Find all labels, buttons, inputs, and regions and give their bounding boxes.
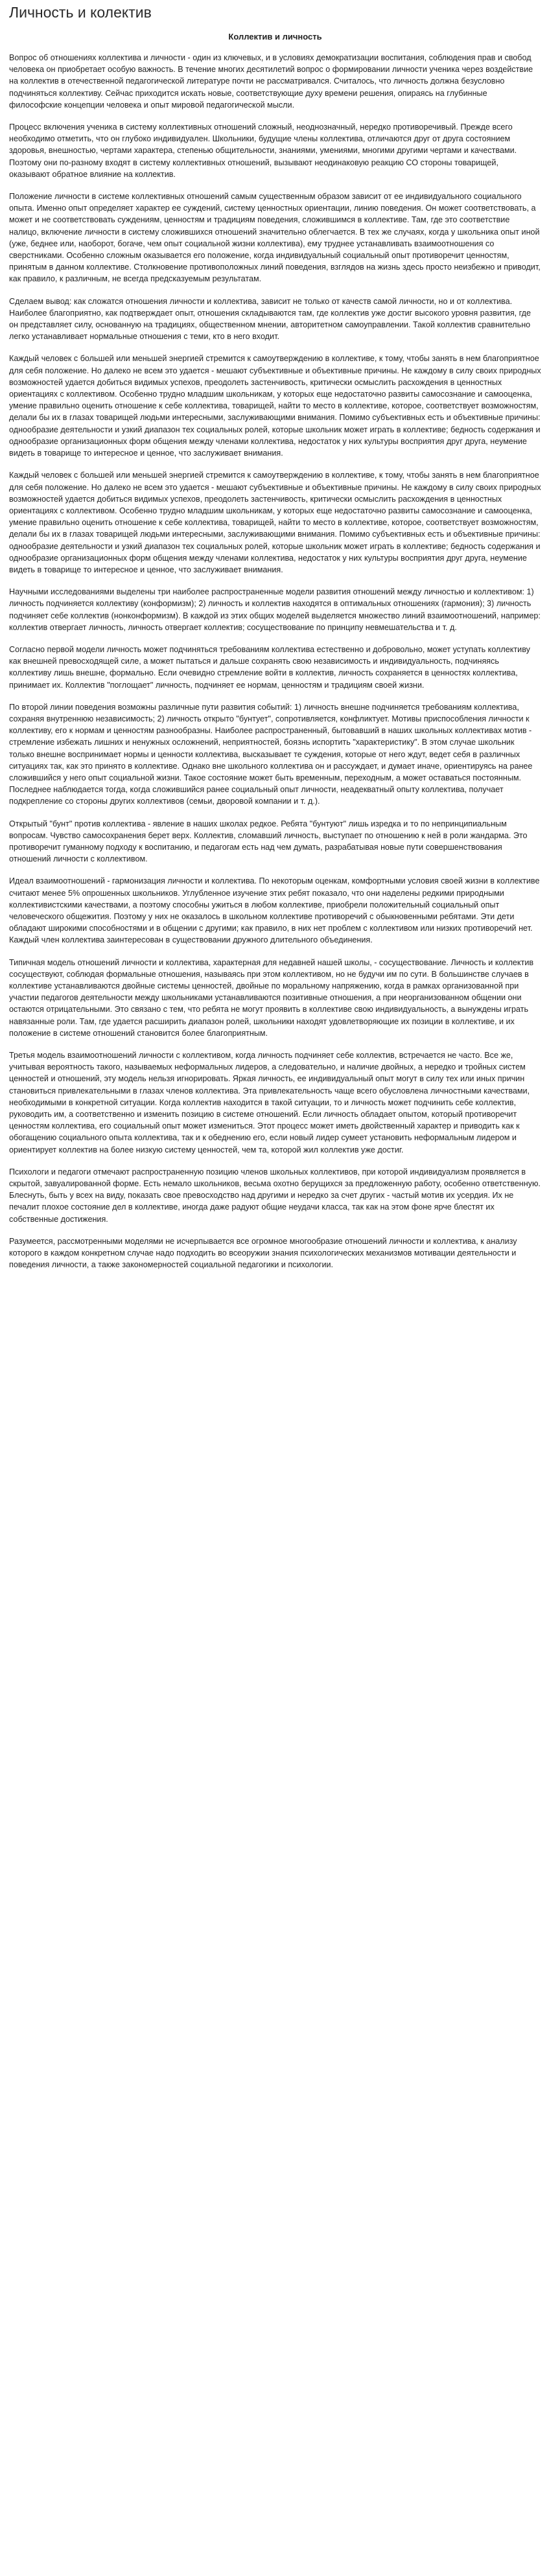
article-subtitle: Коллектив и личность bbox=[228, 32, 322, 41]
paragraph: По второй линии поведения возможны различные пути развития событий: 1) личность внешне подчиняется требованиям коллектива, сохраняя внутреннюю независимость; 2) личность открыто "бунтует", сопротивляется, конфликтует. Мотивы приспособления личности к коллективу, его к нормам и ценностям разнообразны. Наиболее распространенный, бытовавший в наших школьных коллективах мотив - стремление избежать лишних и ненужных осложнений, неприятностей, боязнь испортить "характеристику". В этом случае школьник только внешне воспринимает нормы и ценности коллектива, высказывает те суждения, которые от него ждут, ведет себя в различных ситуациях так, как это принято в коллективе. Однако вне школьного коллектива он и рассуждает, и думает иначе, ориентируясь на ранее сложившийся у него опыт социальной жизни. Такое состояние может быть временным, переходным, а может оставаться постоянным. Последнее наблюдается тогда, когда сложившийся ранее социальный опыт личности, неадекватный опыту коллектива, получает подкрепление со стороны других коллективов (семьи, дворовой компании и т. д.). bbox=[9, 702, 533, 806]
paragraph: Типичная модель отношений личности и коллектива, характерная для недавней нашей школы, - сосуществование. Личность и коллектив сосуществуют, соблюдая формальные отношения, называясь при этом коллективом, но не будучи им по сути. В большинстве случаев в коллективе устанавливаются двойные системы ценностей, двойные по моральному напряжению, когда в рамках организованной при участии педагогов деятельности между школьниками устанавливаются позитивные отношения, а при неорганизованном общении они остаются отрицательными. Это связано с тем, что ребята не могут проявить в коллективе свою индивидуальность, а вынуждены играть навязанные роли. Там, где удается расширить диапазон ролей, школьники находят удовлетворяющие их позиции в коллективе, и их положение в системе отношений становится более благоприятным. bbox=[9, 957, 534, 1038]
page-title: Личность и колектив bbox=[9, 4, 152, 21]
article-body bbox=[9, 52, 541, 1270]
paragraph: Положение личности в системе коллективных отношений самым существенным образом зависит от ее индивидуального социального опыта. Именно опыт определяет характер ее суждений, систему ценностных ориентации, линию поведения. Он может соответствовать, а может и не соответствовать суждениям, ценностям и традициям поведения, сложившимся в коллективе. Там, где это соответствие налицо, включение личности в систему сложившихся отношений значительно облегчается. В тех же случаях, когда у школьника опыт иной (уже, беднее или, наоборот, богаче, чем опыт социальной жизни коллектива), ему труднее устанавливать взаимоотношения со сверстниками. Особенно сложным оказывается его положение, когда индивидуальный социальный опыт противоречит ценностям, принятым в данном коллективе. Столкновение противоположных линий поведения, взглядов на жизнь здесь просто неизбежно и приводит, как правило, к различным, не всегда предсказуемым результатам. bbox=[9, 192, 541, 284]
paragraph: Каждый человек с большей или меньшей энергией стремится к самоутверждению в коллективе, к тому, чтобы занять в нем благоприятное для себя положение. Но далеко не всем это удается - мешают субъективные и объективные причины. Не каждому в силу своих природных возможностей удается добиться видимых успехов, преодолеть застенчивость, критически осмыслить расхождения в ценностных ориентациях с коллективом. Особенно трудно младшим школьникам, у которых еще недостаточно развиты самосознание и самооценка, умение правильно оценить отношение к себе коллектива, товарищей, найти то место в коллективе, которое, соответствует возможностям, делали бы их в глазах товарищей людьми интересными, заслуживающими внимания. Помимо субъективных есть и объективные причины: однообразие деятельности и узкий диапазон тех социальных ролей, которые школьник может играть в коллективе; бедность содержания и однообразие организационных форм общения между членами коллектива, недостаток у них культуры восприятия друг друга, неумение видеть в товарище то интересное и ценное, что заслуживает внимания. bbox=[9, 354, 541, 458]
page bbox=[0, 0, 549, 1270]
paragraph: Процесс включения ученика в систему коллективных отношений сложный, неоднозначный, нередко противоречивый. Прежде всего необходимо отметить, что он глубоко индивидуален. Школьники, будущие члены коллектива, отличаются друг от друга состоянием здоровья, внешностью, чертами характера, степенью общительности, знаниями, умениями, многими другими чертами и качествами. Поэтому они по-разному входят в систему коллективных отношений, вызывают неодинаковую реакцию СО стороны товарищей, оказывают обратное влияние на коллектив. bbox=[9, 123, 517, 179]
paragraph: Согласно первой модели личность может подчиняться требованиям коллектива естественно и добровольно, может уступать коллективу как внешней превосходящей силе, а может пытаться и дальше сохранять свою независимость и индивидуальность, подчиняясь коллективу лишь внешне, формально. Если очевидно стремление войти в коллектив, личность сохраняется в ценностях коллектива, принимает их. Коллектив "поглощает" личность, подчиняет ее нормам, ценностям и традициям своей жизни. bbox=[9, 644, 530, 690]
paragraph: Разумеется, рассмотренными моделями не исчерпывается все огромное многообразие отношений личности и коллектива, к анализу которого в каждом конкретном случае надо подходить во всеоружии знания психологических механизмов мотивации деятельности и поведения личности, а также закономерностей социальной педагогики и психологии. bbox=[9, 1236, 517, 1270]
paragraph: Научными исследованиями выделены три наиболее распространенные модели развития отношений между личностью и коллективом: 1) личность подчиняется коллективу (конформизм); 2) личность и коллектив находятся в оптимальных отношениях (гармония); 3) личность подчиняет себе коллектив (нонконформизм). В каждой из этих общих моделей выделяется множество линий взаимоотношений, например: коллектив отвергает личность, личность отвергает коллектив; сосуществование по принципу невмешательства и т. д. bbox=[9, 587, 541, 632]
paragraph: Психологи и педагоги отмечают распространенную позицию членов школьных коллективов, при которой индивидуализм проявляется в скрытой, завуалированной форме. Есть немало школьников, весьма охотно берущихся за предложенную работу, особенно ответственную. Блеснуть, быть у всех на виду, показать свое превосходство над другими и нередко за счет других - частый мотив их усердия. Их не печалит плохое состояние дел в коллективе, иногда даже радуют общие неудачи класса, так как на этом фоне ярче блестят их собственные достижения. bbox=[9, 1167, 541, 1224]
paragraph: Вопрос об отношениях коллектива и личности - один из ключевых, и в условиях демократизации воспитания, соблюдения прав и свобод человека он приобретает особую важность. В течение многих десятилетий вопрос о формировании личности ученика через воздействие на коллектив в отечественной педагогической литературе почти не рассматривался. Считалось, что личность должна безусловно подчиняться коллективу. Сейчас приходится искать новые, соответствующие духу времени решения, опираясь на глубинные философские концепции человека и опыт мировой педагогической мысли. bbox=[9, 53, 533, 110]
paragraph: Открытый "бунт" против коллектива - явление в наших школах редкое. Ребята "бунтуют" лишь изредка и то по непринципиальным вопросам. Чувство самосохранения берет верх. Коллектив, сломавший личность, выступает по отношению к ней в роли жандарма. Это противоречит гуманному подходу к воспитанию, и педагогам есть над чем думать, разрабатывая новые пути совершенствования отношений личности с коллективом. bbox=[9, 819, 528, 864]
paragraph: Сделаем вывод: как сложатся отношения личности и коллектива, зависит не только от качеств самой личности, но и от коллектива. Наиболее благоприятно, как подтверждает опыт, отношения складываются там, где коллектив уже достиг высокого уровня развития, где он представляет силу, основанную на традициях, общественном мнении, авторитетном самоуправлении. Такой коллектив сравнительно легко устанавливает нормальные отношения с теми, кто в него входит. bbox=[9, 296, 531, 342]
paragraph: Идеал взаимоотношений - гармонизация личности и коллектива. По некоторым оценкам, комфортными условия своей жизни в коллективе считают менее 5% опрошенных школьников. Углубленное изучение этих ребят показало, что они наделены редкими природными коллективистскими качествами, а поэтому способны ужиться в любом коллективе, приобрели положительный социальный опыт человеческого общежития. Поэтому у них не оказалось в школьном коллективе противоречий с обыкновенными ребятами. Эти дети обладают широкими способностями и в общении с другими; как правило, в них нет проблем с коллективом или низких противоречий нет. Каждый член коллектива заинтересован в существовании дружного длительного объединения. bbox=[9, 876, 540, 945]
paragraph: Третья модель взаимоотношений личности с коллективом, когда личность подчиняет себе коллектив, встречается не часто. Все же, учитывая вероятность такого, называемых неформальных лидеров, а следовательно, и наличие двойных, а нередко и тройных систем ценностей и отношений, эту модель нельзя игнорировать. Яркая личность, ее индивидуальный опыт могут в силу тех или иных причин становиться привлекательными в глазах членов коллектива. Эта привлекательность чаще всего обусловлена личностными качествами, необходимыми в конкретной ситуации. Когда коллектив находится в такой ситуации, то и личность может подчинить себе коллектив, руководить им, а соответственно и изменить позицию в системе отношений. Если личность обладает опытом, который противоречит ценностям коллектива, его социальный опыт может измениться. Этот процесс может иметь двойственный характер и приводить как к обогащению социального опыта коллектива, так и к обеднению его, если новый лидер сумеет установить неформальным лидером и ориентирует коллектив на более низкую систему ценностей, чем та, которой жил коллектив уже достиг. bbox=[9, 1051, 530, 1154]
paragraph: Каждый человек с большей или меньшей энергией стремится к самоутверждению в коллективе, к тому, чтобы занять в нем благоприятное для себя положение. Но далеко не всем это удается - мешают субъективные и объективные причины. Не каждому в силу своих природных возможностей удается добиться видимых успехов, преодолеть застенчивость, критически осмыслить расхождения в ценностных ориентациях с коллективом. Особенно трудно младшим школьникам, у которых еще недостаточно развиты самосознание и самооценка, умение правильно оценить отношение к себе коллектива, товарищей, найти то место в коллективе, которое, соответствует возможностям, делали бы их в глазах товарищей людьми интересными, заслуживающими внимания. Помимо субъективных есть и объективные причины: однообразие деятельности и узкий диапазон тех социальных ролей, которые школьник может играть в коллективе; бедность содержания и однообразие организационных форм общения между членами коллектива, недостаток у них культуры восприятия друг друга, неумение видеть в товарище то интересное и ценное, что заслуживает внимания. bbox=[9, 471, 541, 574]
